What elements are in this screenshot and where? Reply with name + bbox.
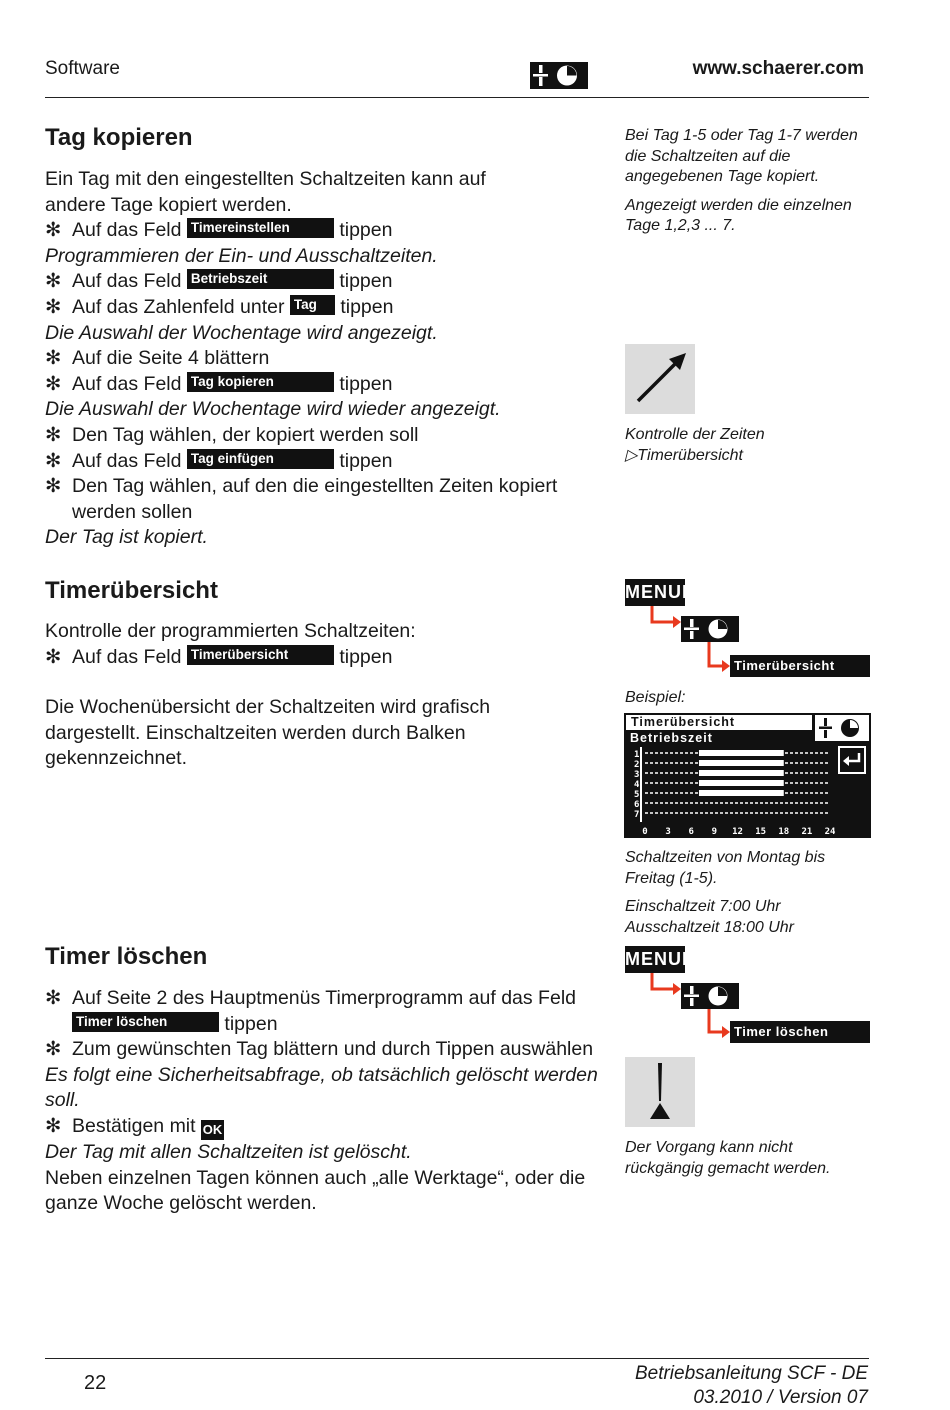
instruction-step: ✻ Auf das Feld Timerübersicht tippen	[45, 645, 605, 671]
instruction-step: ✻ Auf die Seite 4 blättern	[45, 346, 605, 372]
ok-button[interactable]: OK	[201, 1120, 224, 1140]
body-text: Kontrolle der programmierten Schaltzeiten:	[45, 620, 416, 642]
on-time-bar	[699, 780, 784, 786]
italic-note: Programmieren der Ein- und Ausschaltzeiten.	[45, 244, 438, 267]
step-bullet-icon: ✻	[45, 645, 62, 668]
nav-path-timeruebersicht	[625, 579, 870, 679]
section1-side-notes	[625, 126, 870, 245]
body-text: Neben einzelnen Tagen können auch „alle Werktage“, oder die ganze Woche gelöscht werden.	[45, 1166, 586, 1215]
warning-icon	[625, 1057, 695, 1127]
time-note: Einschaltzeit 7:00 Uhr Ausschaltzeit 18:00 Uhr	[625, 898, 794, 936]
hour-label: 12	[732, 827, 743, 837]
side-note: Bei Tag 1-5 oder Tag 1-7 werden die Schaltzeiten auf die angegebenen Tage kopiert.	[625, 127, 858, 185]
nav-destination: Timer löschen	[730, 1021, 870, 1043]
field-button[interactable]: Tag einfügen	[187, 449, 334, 469]
section-title-timeruebersicht: Timerübersicht	[45, 577, 218, 604]
timer-clock-icon	[530, 62, 588, 89]
hour-label: 6	[688, 827, 694, 837]
document-title: Betriebsanleitung SCF - DE	[634, 1363, 868, 1384]
header-url: www.schaerer.com	[692, 58, 864, 79]
instruction-step: ✻ Den Tag wählen, auf den die eingestellten Zeiten kopiert werden sollen	[45, 475, 558, 523]
footer-rule	[45, 1358, 869, 1359]
page-number: 22	[84, 1372, 107, 1394]
instruction-step: ✻ Auf das Feld Timereinstellen tippen	[45, 218, 605, 244]
arrow-icon	[625, 344, 695, 414]
step-bullet-icon: ✻	[45, 423, 62, 446]
control-note-line1: Kontrolle der Zeiten	[625, 426, 765, 443]
italic-note: Der Tag mit allen Schaltzeiten ist gelöscht.	[45, 1140, 412, 1163]
step-bullet-icon: ✻	[45, 1114, 62, 1137]
timer-overview-screen	[624, 713, 871, 838]
hour-label: 21	[801, 827, 813, 837]
nav-destination: Timerübersicht	[730, 655, 870, 677]
section2-notes	[625, 848, 870, 946]
field-button[interactable]: Tag kopieren	[187, 372, 334, 392]
timer-week-grid	[625, 744, 870, 837]
nav-path-timer-loeschen	[625, 946, 870, 1046]
on-time-bar	[699, 770, 784, 776]
step-bullet-icon: ✻	[45, 987, 62, 1009]
step-bullet-icon: ✻	[45, 449, 62, 472]
return-icon	[840, 748, 864, 772]
screen-title: Timerübersicht	[626, 715, 812, 730]
day-label: 1	[634, 750, 640, 760]
section-title-timer-loeschen: Timer löschen	[45, 943, 208, 970]
timer-clock-icon	[815, 715, 869, 741]
body-text: Ein Tag mit den eingestellten Schaltzeiten kann auf	[45, 168, 486, 190]
italic-note: Die Auswahl der Wochentage wird angezeigt.	[45, 321, 438, 344]
section1-body	[45, 167, 605, 551]
field-button[interactable]: Timereinstellen	[187, 218, 334, 238]
step-bullet-icon: ✻	[45, 347, 62, 370]
example-label: Beispiel:	[625, 689, 686, 706]
control-note-line2: ▷Timerübersicht	[625, 446, 743, 464]
timer-clock-icon	[681, 983, 739, 1009]
field-button[interactable]: Timer löschen	[72, 1012, 219, 1032]
body-text: andere Tage kopiert werden.	[45, 193, 292, 216]
section2-paragraph: Die Wochenübersicht der Schaltzeiten wird grafisch dargestellt. Einschaltzeiten werden durch Balken gekennzeichnet.	[45, 696, 491, 770]
side-note: Angezeigt werden die einzelnen Tage 1,2,3 ... 7.	[625, 196, 852, 234]
on-time-bar	[699, 790, 784, 796]
day-label: 2	[634, 760, 640, 770]
italic-note: Es folgt eine Sicherheitsabfrage, ob tatsächlich gelöscht werden soll.	[45, 1063, 598, 1112]
instruction-step: ✻ Auf das Zahlenfeld unter Tag tippen	[45, 295, 605, 321]
instruction-step: ✻ Auf Seite 2 des Hauptmenüs Timerprogramm auf das Feld Timer löschen tippen	[45, 987, 576, 1035]
control-note	[625, 425, 870, 466]
step-bullet-icon: ✻	[45, 295, 62, 318]
hour-label: 3	[665, 827, 671, 837]
hour-label: 18	[778, 827, 790, 837]
day-label: 6	[634, 800, 640, 810]
instruction-step: ✻ Auf das Feld Betriebszeit tippen	[45, 269, 605, 295]
schedule-note: Schaltzeiten von Montag bis Freitag (1-5).	[625, 849, 826, 887]
instruction-step: ✻ Zum gewünschten Tag blättern und durch Tippen auswählen	[45, 1037, 600, 1063]
document-info	[635, 1362, 868, 1410]
step-bullet-icon: ✻	[45, 1038, 62, 1061]
instruction-step: ✻ Bestätigen mit OK	[45, 1114, 600, 1140]
header-section-label: Software	[45, 58, 120, 79]
day-label: 3	[634, 770, 640, 780]
italic-note: Der Tag ist kopiert.	[45, 526, 208, 549]
hour-label: 15	[755, 827, 767, 837]
document-version: 03.2010 / Version 07	[693, 1387, 868, 1408]
section3-body	[45, 986, 600, 1217]
instruction-step: ✻ Auf das Feld Tag kopieren tippen	[45, 372, 605, 398]
field-button[interactable]: Betriebszeit	[187, 269, 334, 289]
step-bullet-icon: ✻	[45, 475, 62, 498]
on-time-bar	[699, 750, 784, 756]
hour-label: 24	[824, 827, 836, 837]
menu-key: MENUE	[625, 946, 685, 973]
menu-key: MENUE	[625, 579, 685, 606]
screen-subtitle: Betriebszeit	[630, 731, 713, 745]
on-time-bar	[699, 760, 784, 766]
hour-label: 0	[642, 827, 648, 837]
step-bullet-icon: ✻	[45, 270, 62, 293]
field-button[interactable]: Timerübersicht	[187, 645, 334, 665]
instruction-step: ✻ Den Tag wählen, der kopiert werden soll	[45, 423, 605, 449]
day-label: 4	[634, 780, 640, 790]
back-button[interactable]	[838, 746, 866, 774]
field-button[interactable]: Tag	[290, 295, 335, 315]
section-title-tag-kopieren: Tag kopieren	[45, 124, 193, 151]
day-label: 5	[634, 790, 640, 800]
step-bullet-icon: ✻	[45, 219, 62, 242]
section2-body	[45, 619, 605, 670]
hour-label: 9	[711, 827, 718, 837]
instruction-step: ✻ Auf das Feld Tag einfügen tippen	[45, 449, 605, 475]
day-label: 7	[634, 810, 640, 820]
timer-clock-icon	[681, 616, 739, 642]
warning-note: Der Vorgang kann nicht rückgängig gemacht werden.	[625, 1139, 831, 1177]
step-bullet-icon: ✻	[45, 372, 62, 395]
header-rule	[45, 97, 869, 98]
italic-note: Die Auswahl der Wochentage wird wieder angezeigt.	[45, 398, 501, 421]
